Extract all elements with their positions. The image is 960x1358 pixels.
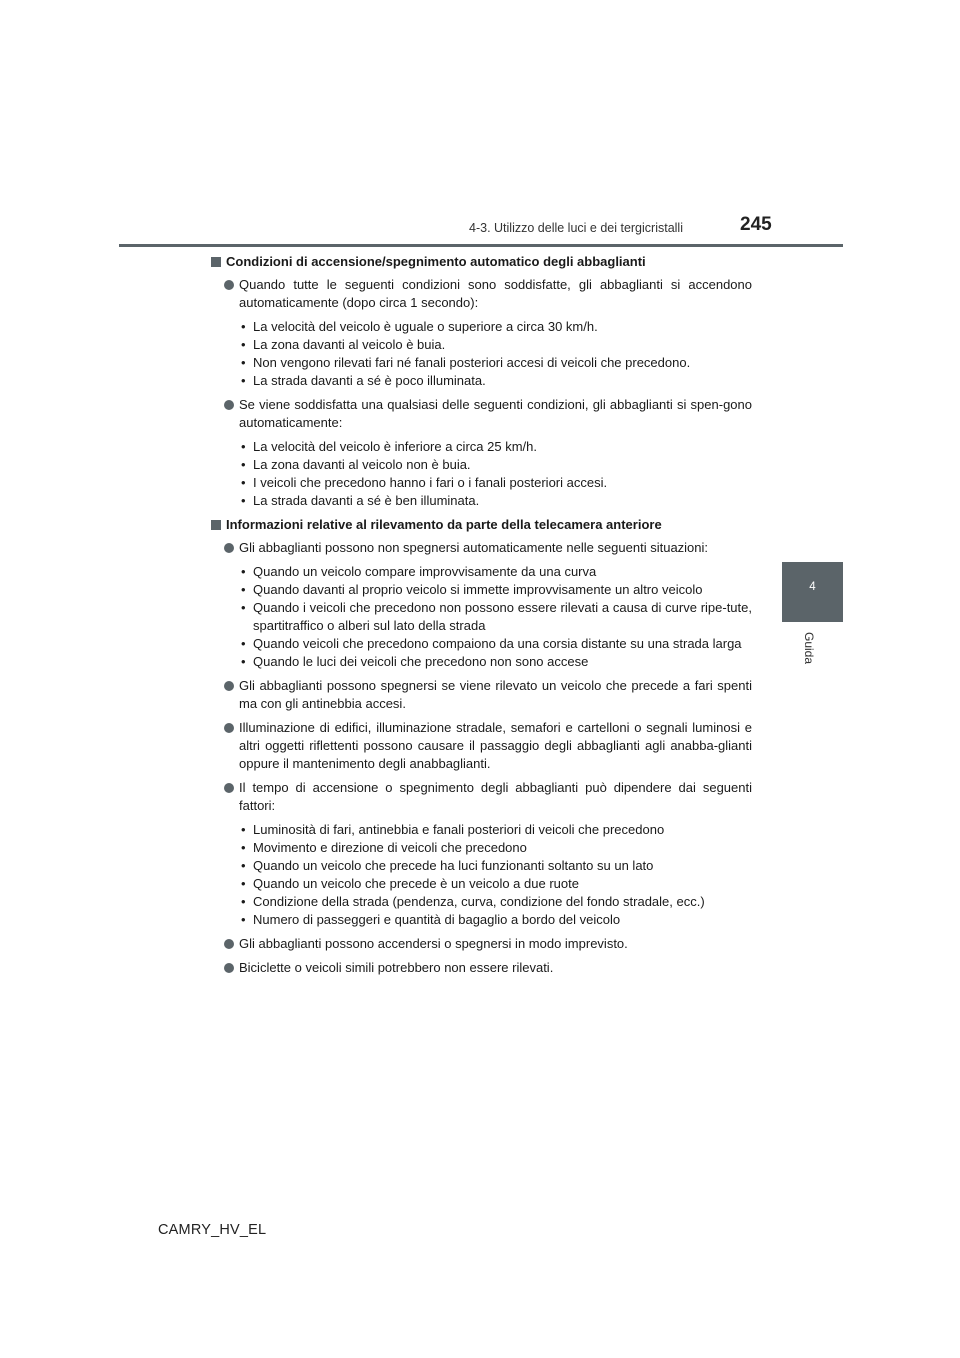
sub-list-item: • Quando le luci dei veicoli che precedono non sono accese	[239, 653, 752, 671]
bullet-text: Il tempo di accensione o spegnimento degli abbaglianti può dipendere dai seguenti fattori:	[239, 780, 752, 813]
round-bullet-icon	[224, 681, 234, 691]
bullet-paragraph	[210, 276, 752, 312]
sub-list-item: • Quando un veicolo che precede è un veicolo a due ruote	[239, 875, 752, 893]
bullet-paragraph	[210, 539, 752, 557]
bullet-paragraph	[210, 677, 752, 713]
section-heading	[210, 516, 752, 534]
sub-list-item: • La velocità del veicolo è inferiore a circa 25 km/h.	[239, 438, 752, 456]
sub-list-item: • La velocità del veicolo è uguale o superiore a circa 30 km/h.	[239, 318, 752, 336]
round-bullet-icon	[224, 963, 234, 973]
chapter-tab-label: Guida	[802, 632, 816, 665]
sub-list-item: • La strada davanti a sé è ben illuminata.	[239, 492, 752, 510]
sub-list-item: • Luminosità di fari, antinebbia e fanali posteriori di veicoli che precedono	[239, 821, 752, 839]
chapter-tab-number: 4	[809, 581, 816, 593]
sub-list-item: • I veicoli che precedono hanno i fari o i fanali posteriori accesi.	[239, 474, 752, 492]
square-bullet-icon	[211, 520, 221, 530]
square-bullet-icon	[211, 257, 221, 267]
sub-list-item: • Movimento e direzione di veicoli che precedono	[239, 839, 752, 857]
sub-list-item: • Quando i veicoli che precedono non possono essere rilevati a causa di curve ripe-tute, spartitraffico o alberi sul lato della strada	[239, 599, 752, 635]
section-heading-text: Informazioni relative al rilevamento da parte della telecamera anteriore	[226, 517, 662, 532]
round-bullet-icon	[224, 723, 234, 733]
sub-list-item: • Quando un veicolo compare improvvisamente da una curva	[239, 563, 752, 581]
bullet-paragraph	[210, 935, 752, 953]
bullet-text: Gli abbaglianti possono spegnersi se viene rilevato un veicolo che precede a fari spenti ma con gli antinebbia accesi.	[239, 678, 752, 711]
round-bullet-icon	[224, 543, 234, 553]
chapter-tab	[782, 562, 843, 622]
bullet-text: Quando tutte le seguenti condizioni sono soddisfatte, gli abbaglianti si accendono automaticamente (dopo circa 1 secondo):	[239, 277, 752, 310]
bullet-text: Illuminazione di edifici, illuminazione stradale, semafori e cartelloni o segnali luminosi e altri oggetti riflettenti possono causare il passaggio degli abbaglianti agli anabba-glianti oppure il mantenimento degli anabbaglianti.	[239, 720, 752, 771]
bullet-paragraph	[210, 396, 752, 432]
sub-list-item: • Condizione della strada (pendenza, curva, condizione del fondo stradale, ecc.)	[239, 893, 752, 911]
header-rule	[119, 244, 843, 247]
bullet-text: Se viene soddisfatta una qualsiasi delle seguenti condizioni, gli abbaglianti si spen-gono automaticamente:	[239, 397, 752, 430]
bullet-text: Biciclette o veicoli simili potrebbero non essere rilevati.	[239, 960, 554, 975]
sub-list-item: • La strada davanti a sé è poco illuminata.	[239, 372, 752, 390]
round-bullet-icon	[224, 939, 234, 949]
bullet-paragraph	[210, 959, 752, 977]
sub-list-item: • Quando veicoli che precedono compaiono da una corsia distante su una strada larga	[239, 635, 752, 653]
sub-list-item: • Quando un veicolo che precede ha luci funzionanti soltanto su un lato	[239, 857, 752, 875]
sub-item-list	[210, 821, 752, 929]
round-bullet-icon	[224, 783, 234, 793]
footer-model-code: CAMRY_HV_EL	[158, 1222, 267, 1238]
sub-list-item: • La zona davanti al veicolo è buia.	[239, 336, 752, 354]
section-heading-text: Condizioni di accensione/spegnimento automatico degli abbaglianti	[226, 254, 646, 269]
sub-list-item: • La zona davanti al veicolo non è buia.	[239, 456, 752, 474]
sub-list-item: • Numero di passeggeri e quantità di bagaglio a bordo del veicolo	[239, 911, 752, 929]
bullet-paragraph	[210, 719, 752, 773]
sub-list-item: • Non vengono rilevati fari né fanali posteriori accesi di veicoli che precedono.	[239, 354, 752, 372]
section-heading	[210, 253, 752, 271]
page-content	[210, 253, 752, 983]
sub-item-list	[210, 438, 752, 510]
round-bullet-icon	[224, 280, 234, 290]
bullet-text: Gli abbaglianti possono non spegnersi automaticamente nelle seguenti situazioni:	[239, 540, 709, 555]
running-header-section: 4-3. Utilizzo delle luci e dei tergicristalli	[469, 221, 683, 235]
sub-item-list	[210, 318, 752, 390]
round-bullet-icon	[224, 400, 234, 410]
sub-list-item: • Quando davanti al proprio veicolo si immette improvvisamente un altro veicolo	[239, 581, 752, 599]
sub-item-list	[210, 563, 752, 671]
bullet-paragraph	[210, 779, 752, 815]
page-number: 245	[740, 214, 772, 235]
bullet-text: Gli abbaglianti possono accendersi o spegnersi in modo imprevisto.	[239, 936, 628, 951]
